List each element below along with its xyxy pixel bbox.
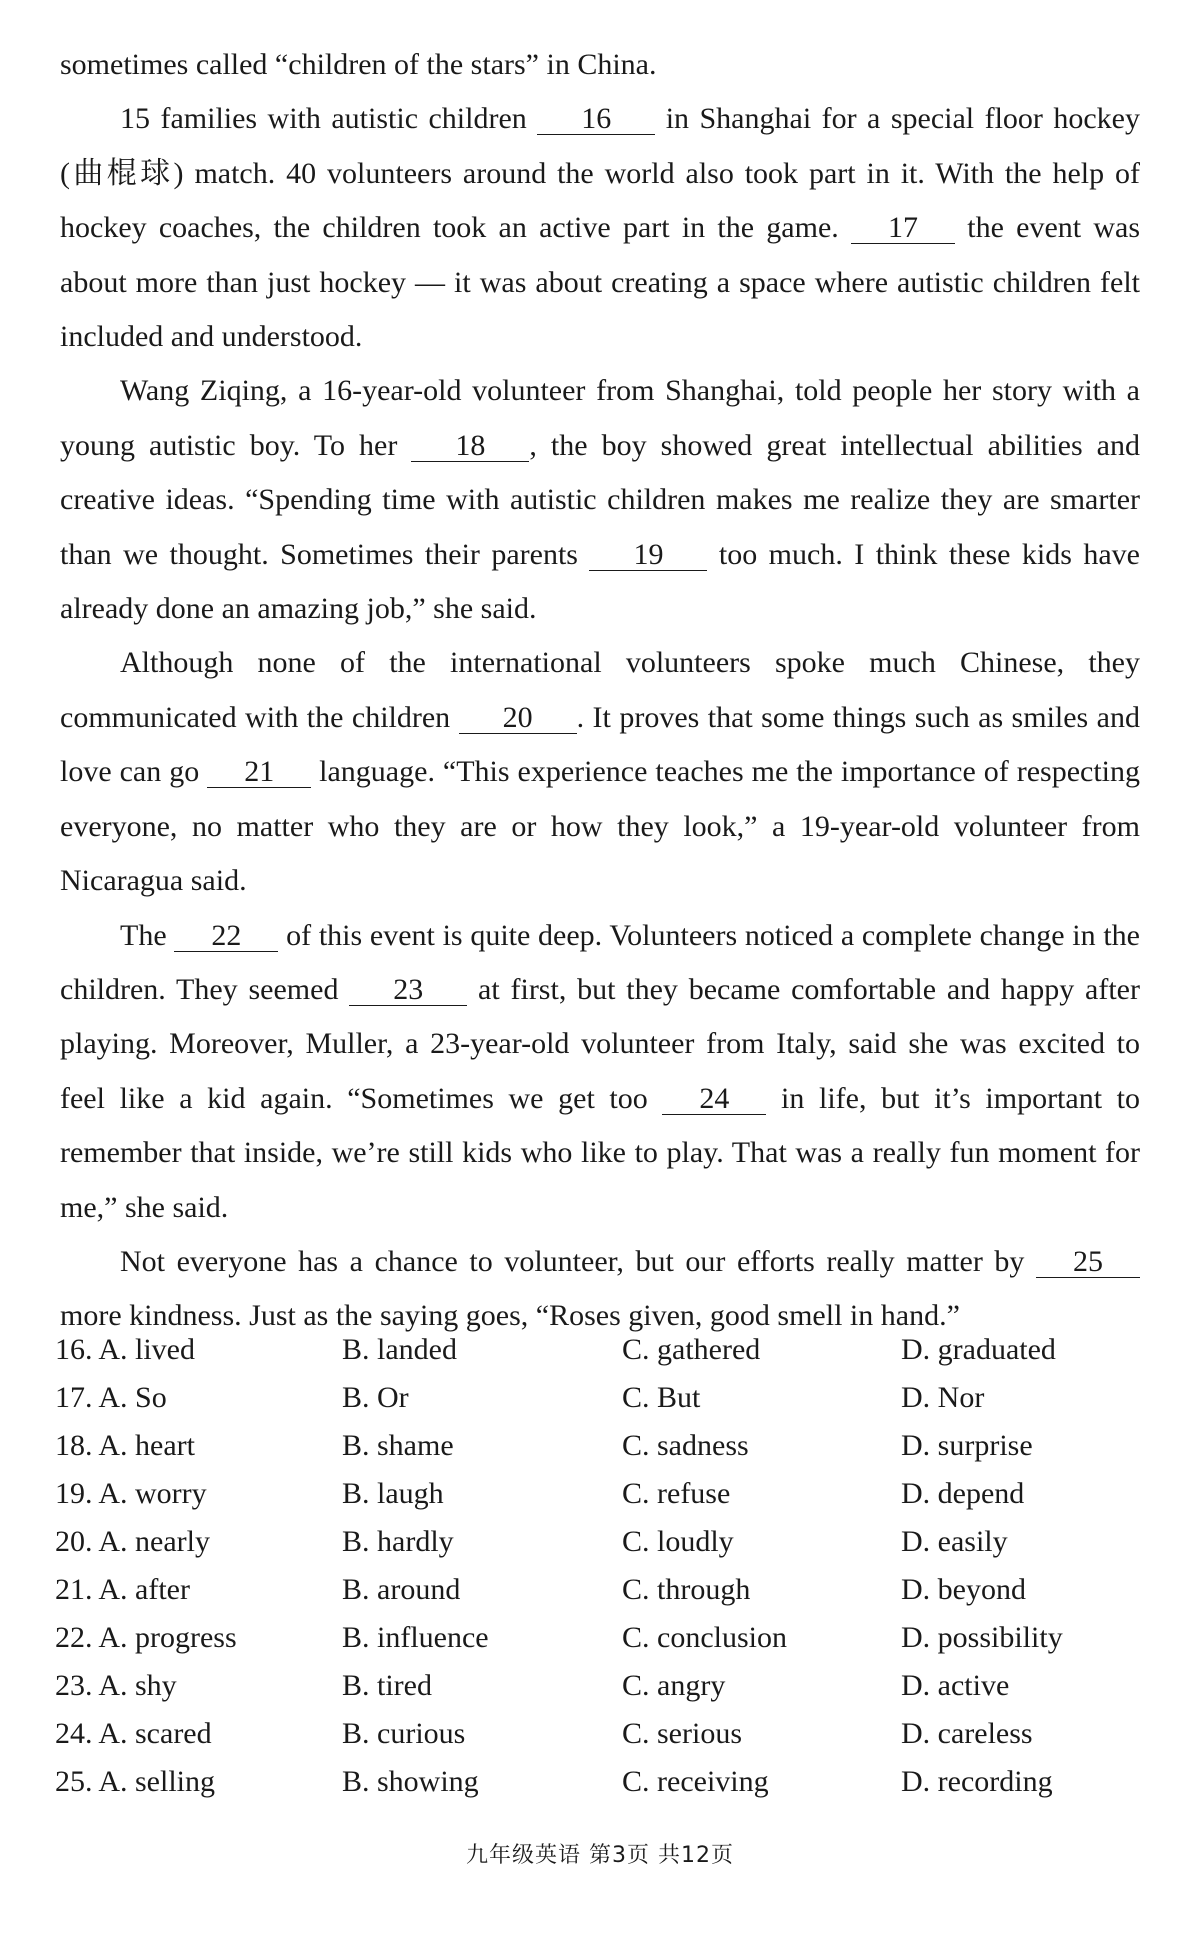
blank-22: 22 [174,921,278,952]
blank-21: 21 [207,757,311,788]
passage-text: too much. I think these kids have already done an amazing job,” she said. [60,537,1141,626]
option-b: B. tired [342,1669,432,1702]
option-d: D. beyond [901,1573,1026,1606]
blank-17: 17 [851,213,955,244]
option-b: B. influence [342,1621,489,1654]
passage-paragraph-2 [60,92,1140,364]
passage-text: more kindness. Just as the saying goes, “Roses given, good smell in hand.” [60,1299,960,1333]
question-17-options [55,1374,1145,1422]
option-c: C. receiving [622,1765,769,1798]
blank-16: 16 [537,104,655,135]
page-footer: 九年级英语 第3页 共12页 [466,1843,734,1868]
passage-text: Although none of the international volunteers spoke much Chinese, they communicated with the children [60,646,1140,734]
passage-text: at first, but they became comfortable and happy after playing. Moreover, Muller, a 23-year-old volunteer from Italy, said she was excited to feel like a kid again. “Sometimes we get too [60,972,1140,1115]
question-16-options [55,1326,1145,1374]
option-c: C. refuse [622,1477,731,1510]
option-d: D. Nor [901,1381,985,1414]
option-b: B. landed [342,1333,457,1366]
option-a: 19. A. worry [55,1477,207,1510]
option-d: D. recording [901,1765,1053,1798]
option-d: D. careless [901,1717,1033,1750]
option-b: B. Or [342,1381,409,1414]
option-d: D. depend [901,1477,1025,1510]
passage-text: The [120,918,167,952]
passage-text: of this event is quite deep. Volunteers noticed a complete change in the children. They seemed [60,918,1141,1006]
option-d: D. surprise [901,1429,1033,1462]
passage-text: Wang Ziqing, a 16-year-old volunteer from Shanghai, told people her story with a young autistic boy. To her [60,374,1140,462]
option-d: D. active [901,1669,1010,1702]
option-a: 16. A. lived [55,1333,195,1366]
passage-paragraph-4 [60,636,1140,908]
option-c: C. conclusion [622,1621,787,1654]
option-b: B. around [342,1573,461,1606]
option-b: B. laugh [342,1477,444,1510]
option-c: C. sadness [622,1429,749,1462]
passage-paragraph-5 [60,909,1140,1235]
passage-text: Not everyone has a chance to volunteer, but our efforts really matter by [120,1244,1025,1278]
passage-paragraph-3 [60,364,1140,636]
option-b: B. curious [342,1717,466,1750]
blank-24: 24 [662,1084,766,1115]
option-d: D. possibility [901,1621,1063,1654]
passage-text: 15 families with autistic children [120,102,527,136]
question-20-options [55,1518,1145,1566]
question-24-options [55,1710,1145,1758]
option-b: B. hardly [342,1525,454,1558]
option-a: 21. A. after [55,1573,190,1606]
option-d: D. graduated [901,1333,1056,1366]
option-a: 25. A. selling [55,1765,216,1798]
cloze-passage [60,38,1140,1344]
question-23-options [55,1662,1145,1710]
option-c: C. But [622,1381,701,1414]
passage-text: , the boy showed great intellectual abilities and creative ideas. “Spending time with autistic children makes me realize they are smarter than we thought. Sometimes their parents [60,428,1140,571]
option-a: 17. A. So [55,1381,167,1414]
answer-options [55,1326,1145,1806]
blank-20: 20 [459,703,577,734]
blank-18: 18 [411,431,529,462]
option-a: 20. A. nearly [55,1525,210,1558]
passage-text: in life, but it’s important to remember that inside, we’re still kids who like to play. That was a really fun moment for me,” she said. [60,1081,1141,1224]
passage-text: . It proves that some things such as smiles and love can go [60,700,1140,789]
passage-text: sometimes called “children of the stars” in China. [60,48,657,81]
option-a: 24. A. scared [55,1717,212,1750]
option-c: C. gathered [622,1333,761,1366]
passage-paragraph-1 [60,38,1140,92]
option-c: C. serious [622,1717,742,1750]
blank-23: 23 [349,975,467,1006]
option-a: 22. A. progress [55,1621,237,1654]
option-a: 23. A. shy [55,1669,177,1702]
option-c: C. through [622,1573,751,1606]
option-b: B. showing [342,1765,479,1798]
blank-19: 19 [589,540,707,571]
question-25-options [55,1758,1145,1806]
option-c: C. angry [622,1669,726,1702]
blank-25: 25 [1036,1247,1140,1278]
option-c: C. loudly [622,1525,734,1558]
option-a: 18. A. heart [55,1429,195,1462]
option-b: B. shame [342,1429,454,1462]
passage-text: language. “This experience teaches me the importance of respecting everyone, no matter who they are or how they look,” a 19-year-old volunteer from Nicaragua said. [60,755,1141,898]
question-21-options [55,1566,1145,1614]
question-19-options [55,1470,1145,1518]
question-22-options [55,1614,1145,1662]
passage-text: in Shanghai for a special floor hockey (曲棍球) match. 40 volunteers around the world also took part in it. With the help of hockey coaches, the children took an active part in the game. [60,102,1140,245]
option-d: D. easily [901,1525,1008,1558]
question-18-options [55,1422,1145,1470]
passage-text: the event was about more than just hockey — it was about creating a space where autistic children felt included and understood. [60,211,1141,354]
